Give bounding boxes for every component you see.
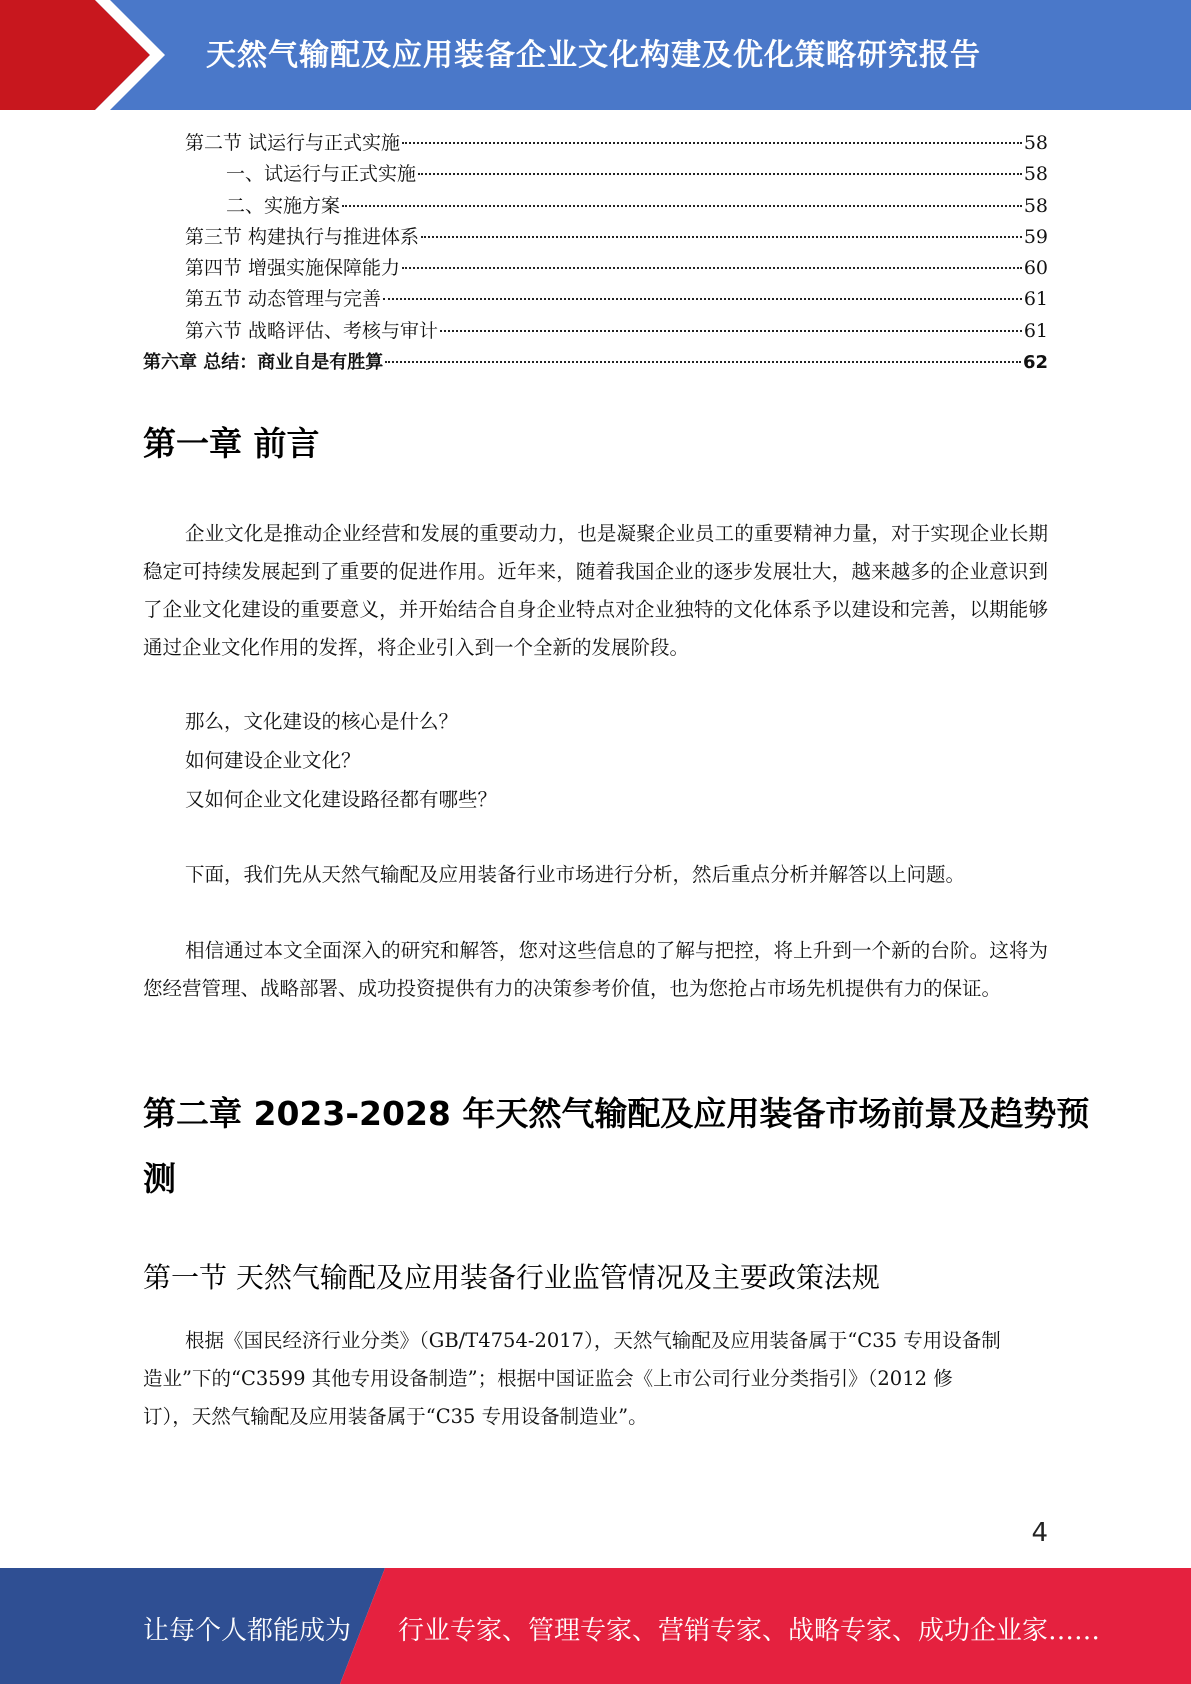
toc-entry[interactable] [143, 316, 1048, 347]
toc-entry-page: 58 [1023, 132, 1048, 154]
question-line: 那么，文化建设的核心是什么？ [185, 710, 459, 733]
toc-entry-title: 一、试运行与正式实施 [226, 163, 417, 186]
toc-entry-title: 二、实施方案 [226, 194, 341, 217]
toc-entry[interactable] [143, 128, 1048, 159]
toc-leader [402, 266, 1022, 269]
toc-leader [342, 204, 1022, 207]
chapter-heading: 第二章 2023-2028 年天然气输配及应用装备市场前景及趋势预 [143, 1094, 1090, 1133]
toc-entry[interactable] [143, 253, 1048, 284]
report-title: 天然气输配及应用装备企业文化构建及优化策略研究报告 [206, 38, 981, 73]
page-number: 4 [1031, 1518, 1048, 1548]
toc-entry-page: 58 [1023, 194, 1048, 217]
toc-entry-page: 62 [1022, 352, 1048, 374]
toc-entry-title: 第二节 试运行与正式实施 [185, 132, 401, 154]
toc-entry-title: 第六章 总结：商业自是有胜算 [143, 352, 384, 374]
toc-entry-title: 第五节 动态管理与完善 [185, 288, 382, 311]
footer-slogan-left: 让每个人都能成为 [143, 1616, 352, 1646]
toc-leader [385, 360, 1021, 363]
toc-entry-page: 60 [1023, 257, 1048, 280]
chapter-heading: 第一章 前言 [143, 424, 320, 463]
body-paragraph-line: 造业”下的“C3599 其他专用设备制造”；根据中国证监会《上市公司行业分类指引》（2012 修 [143, 1367, 953, 1390]
toc-entry[interactable] [143, 284, 1048, 315]
toc-leader [421, 235, 1022, 238]
toc-entry-page: 59 [1023, 225, 1048, 248]
page-header [0, 0, 1191, 110]
chapter-heading-continuation: 测 [143, 1159, 176, 1198]
toc-entry[interactable] [143, 222, 1048, 253]
footer-slogan-right: 行业专家、管理专家、营销专家、战略专家、成功企业家…… [398, 1616, 1101, 1646]
toc-leader [418, 172, 1022, 175]
toc-entry-title: 第三节 构建执行与推进体系 [185, 225, 420, 248]
question-line: 如何建设企业文化？ [185, 749, 361, 772]
body-paragraph: 相信通过本文全面深入的研究和解答，您对这些信息的了解与把控，将上升到一个新的台阶。这将为您经营管理、战略部署、成功投资提供有力的决策参考价值，也为您抢占市场先机提供有力的保证。 [143, 939, 1048, 1000]
toc-entry-page: 58 [1023, 163, 1048, 186]
section-heading: 第一节 天然气输配及应用装备行业监管情况及主要政策法规 [143, 1261, 880, 1294]
toc-leader [440, 329, 1022, 332]
table-of-contents [143, 128, 1048, 378]
toc-entry-page: 61 [1023, 288, 1048, 311]
toc-entry[interactable] [143, 159, 1048, 190]
toc-entry[interactable] [143, 191, 1048, 222]
body-paragraph: 下面，我们先从天然气输配及应用装备行业市场进行分析，然后重点分析并解答以上问题。 [185, 863, 966, 886]
toc-entry[interactable] [143, 347, 1048, 378]
body-paragraph-line: 订），天然气输配及应用装备属于“C35 专用设备制造业”。 [143, 1405, 648, 1428]
question-line: 又如何企业文化建设路径都有哪些？ [185, 788, 498, 811]
toc-leader [383, 297, 1022, 300]
toc-entry-title: 第六节 战略评估、考核与审计 [185, 319, 439, 342]
page-footer [0, 1568, 1191, 1684]
toc-entry-title: 第四节 增强实施保障能力 [185, 257, 401, 280]
toc-entry-page: 61 [1023, 319, 1048, 342]
body-paragraph: 企业文化是推动企业经营和发展的重要动力，也是凝聚企业员工的重要精神力量，对于实现企业长期稳定可持续发展起到了重要的促进作用。近年来，随着我国企业的逐步发展壮大，越来越多的企业意识到了企业文化建设的重要意义，并开始结合自身企业特点对企业独特的文化体系予以建设和完善，以期能够通过企业文化作用的发挥，将企业引入到一个全新的发展阶段。 [143, 522, 1048, 659]
toc-leader [402, 141, 1022, 144]
body-paragraph-line: 根据《国民经济行业分类》（GB/T4754-2017），天然气输配及应用装备属于“C35 专用设备制 [185, 1329, 1001, 1352]
